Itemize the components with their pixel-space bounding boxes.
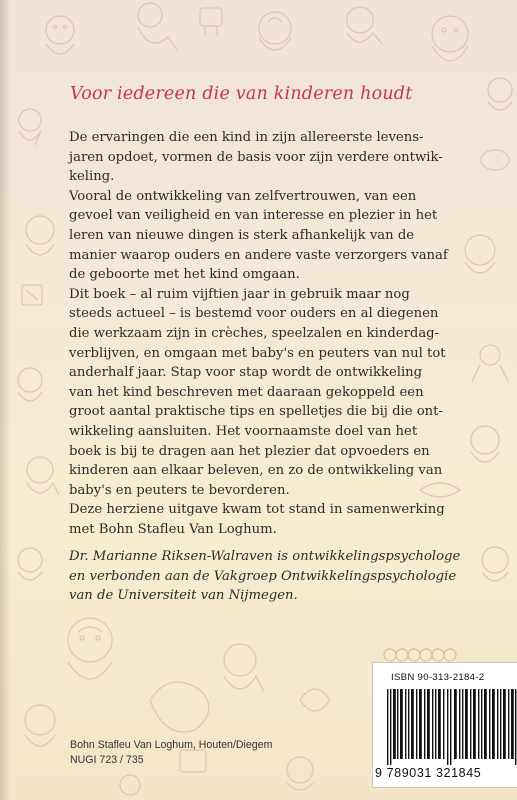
author-line: van de Universiteit van Nijmegen. <box>69 588 298 604</box>
blurb-line: De ervaringen die een kind in zijn allereerste levens- <box>69 130 424 145</box>
blurb-line: verblijven, en omgaan met baby's en peuters van nul tot <box>69 345 446 361</box>
blurb-line: van het kind beschreven met daaraan gekoppeld een <box>69 384 424 400</box>
author-line: en verbonden aan de Vakgroep Ontwikkelingspsychologie <box>69 568 457 584</box>
blurb-line: Deze herziene uitgave kwam tot stand in samenwerking <box>69 502 445 518</box>
blurb-line: keling. <box>69 169 115 185</box>
barcode-icon <box>387 689 517 765</box>
blurb-line: de geboorte met het kind omgaan. <box>69 267 300 283</box>
author-line: Dr. Marianne Riksen-Walraven is ontwikkelingspsychologe <box>69 549 461 564</box>
author-bio <box>69 547 469 606</box>
blurb-line: steeds actueel – is bestemd voor ouders en al diegenen <box>69 306 439 322</box>
tagline: Voor iedereen die van kinderen houdt <box>70 84 413 104</box>
blurb-line: Vooral de ontwikkeling van zelfvertrouwen, van een <box>69 188 417 204</box>
nugi-code: NUGI 723 / 735 <box>70 754 144 766</box>
blurb-line: leren van nieuwe dingen is sterk afhankelijk van de <box>69 227 415 243</box>
blurb-line: manier waarop ouders en andere vaste verzorgers vanaf <box>69 247 448 263</box>
blurb-line: Dit boek – al ruim vijftien jaar in gebruik maar nog <box>69 286 410 302</box>
blurb-line: met Bohn Stafleu Van Loghum. <box>69 521 277 537</box>
blurb-line: wikkeling aansluiten. Het voornaamste doel van het <box>69 423 418 439</box>
barcode-box <box>372 662 517 788</box>
blurb-line: baby's en peuters te bevorderen. <box>69 482 290 498</box>
blurb-line: groot aantal praktische tips en spelletjes die bij die ont- <box>69 404 443 420</box>
blurb-line: kinderen aan elkaar beleven, en zo de ontwikkeling van <box>69 463 443 479</box>
blurb-line: boek is bij te dragen aan het plezier dat opvoeders en <box>69 443 430 459</box>
blurb-text <box>69 128 465 539</box>
barcode-number: 9 789031 321845 <box>375 766 482 780</box>
blurb-line: anderhalf jaar. Stap voor stap wordt de ontwikkeling <box>69 365 423 381</box>
blurb-line: jaren opdoet, vormen de basis voor zijn verdere ontwik- <box>69 149 443 165</box>
isbn-label: ISBN 90-313-2184-2 <box>391 672 485 683</box>
blurb-line: die werkzaam zijn in crèches, speelzalen en kinderdag- <box>69 325 440 341</box>
publisher-name: Bohn Stafleu Van Loghum, Houten/Diegem <box>70 739 273 751</box>
publisher-info <box>70 738 272 768</box>
blurb-line: gevoel van veiligheid en van interesse en plezier in het <box>69 208 438 224</box>
